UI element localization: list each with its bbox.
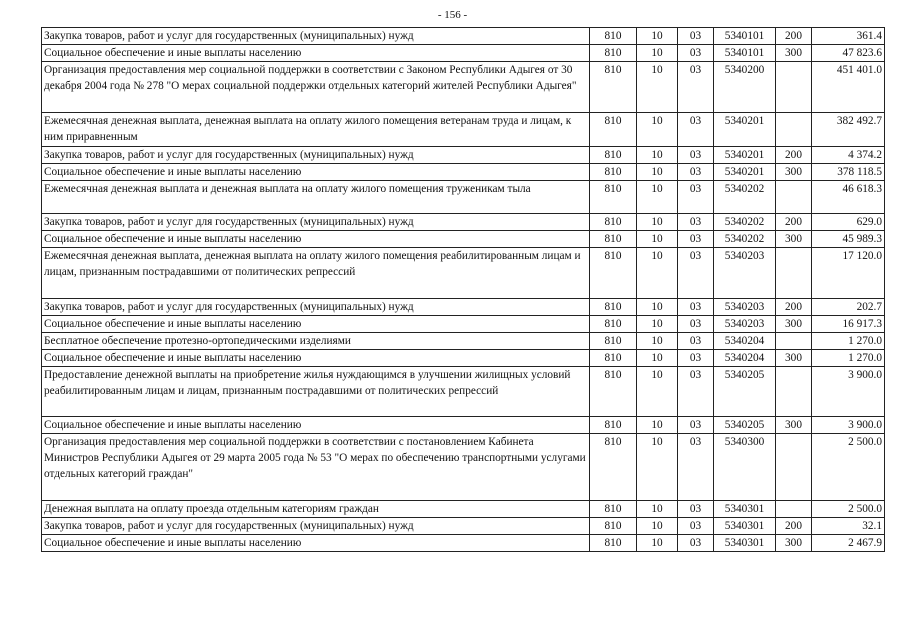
subsection-code-cell: 03 <box>678 248 714 299</box>
target-article-cell: 5340301 <box>714 518 776 535</box>
target-article-cell: 5340201 <box>714 164 776 181</box>
row-name-cell: Ежемесячная денежная выплата, денежная выплата на оплату жилого помещения ветеранам труда и лицам, к ним приравненным <box>42 113 590 147</box>
subsection-code-cell: 03 <box>678 434 714 501</box>
target-article-cell: 5340203 <box>714 248 776 299</box>
table-row <box>42 62 885 113</box>
ved-code-cell: 810 <box>590 248 637 299</box>
section-code-cell: 10 <box>637 45 678 62</box>
expense-type-cell: 300 <box>776 316 812 333</box>
table-row <box>42 181 885 214</box>
target-article-cell: 5340205 <box>714 367 776 417</box>
amount-cell: 361.4 <box>812 28 885 45</box>
target-article-cell: 5340202 <box>714 214 776 231</box>
expense-type-cell: 300 <box>776 231 812 248</box>
section-code-cell: 10 <box>637 299 678 316</box>
amount-cell: 3 900.0 <box>812 417 885 434</box>
row-name-cell: Ежемесячная денежная выплата, денежная выплата на оплату жилого помещения реабилитированным лицам и лицам, признанным пострадавшими от политических репрессий <box>42 248 590 299</box>
section-code-cell: 10 <box>637 518 678 535</box>
expense-type-cell: 200 <box>776 299 812 316</box>
row-name-cell: Закупка товаров, работ и услуг для государственных (муниципальных) нужд <box>42 299 590 316</box>
subsection-code-cell: 03 <box>678 518 714 535</box>
row-name-cell: Социальное обеспечение и иные выплаты населению <box>42 164 590 181</box>
target-article-cell: 5340202 <box>714 231 776 248</box>
section-code-cell: 10 <box>637 333 678 350</box>
expense-type-cell: 300 <box>776 417 812 434</box>
subsection-code-cell: 03 <box>678 113 714 147</box>
subsection-code-cell: 03 <box>678 535 714 552</box>
ved-code-cell: 810 <box>590 231 637 248</box>
row-name-cell: Ежемесячная денежная выплата и денежная выплата на оплату жилого помещения труженикам тыла <box>42 181 590 214</box>
amount-cell: 2 500.0 <box>812 434 885 501</box>
section-code-cell: 10 <box>637 28 678 45</box>
amount-cell: 378 118.5 <box>812 164 885 181</box>
row-name-cell: Денежная выплата на оплату проезда отдельным категориям граждан <box>42 501 590 518</box>
row-name-cell: Закупка товаров, работ и услуг для государственных (муниципальных) нужд <box>42 28 590 45</box>
table-row <box>42 28 885 45</box>
ved-code-cell: 810 <box>590 62 637 113</box>
amount-cell: 3 900.0 <box>812 367 885 417</box>
table-row <box>42 231 885 248</box>
target-article-cell: 5340203 <box>714 299 776 316</box>
amount-cell: 451 401.0 <box>812 62 885 113</box>
budget-table <box>41 27 885 552</box>
expense-type-cell: 200 <box>776 28 812 45</box>
section-code-cell: 10 <box>637 417 678 434</box>
expense-type-cell: 300 <box>776 350 812 367</box>
row-name-cell: Социальное обеспечение и иные выплаты населению <box>42 350 590 367</box>
row-name-cell: Закупка товаров, работ и услуг для государственных (муниципальных) нужд <box>42 518 590 535</box>
expense-type-cell: 300 <box>776 45 812 62</box>
target-article-cell: 5340201 <box>714 113 776 147</box>
target-article-cell: 5340301 <box>714 501 776 518</box>
page-number: - 156 - <box>437 9 468 21</box>
amount-cell: 629.0 <box>812 214 885 231</box>
section-code-cell: 10 <box>637 367 678 417</box>
ved-code-cell: 810 <box>590 367 637 417</box>
ved-code-cell: 810 <box>590 316 637 333</box>
table-row <box>42 434 885 501</box>
subsection-code-cell: 03 <box>678 299 714 316</box>
target-article-cell: 5340204 <box>714 350 776 367</box>
ved-code-cell: 810 <box>590 181 637 214</box>
table-row <box>42 501 885 518</box>
row-name-cell: Социальное обеспечение и иные выплаты населению <box>42 231 590 248</box>
ved-code-cell: 810 <box>590 333 637 350</box>
amount-cell: 17 120.0 <box>812 248 885 299</box>
row-name-cell: Социальное обеспечение и иные выплаты населению <box>42 316 590 333</box>
subsection-code-cell: 03 <box>678 316 714 333</box>
target-article-cell: 5340200 <box>714 62 776 113</box>
row-name-cell: Социальное обеспечение и иные выплаты населению <box>42 417 590 434</box>
section-code-cell: 10 <box>637 434 678 501</box>
section-code-cell: 10 <box>637 62 678 113</box>
row-name-cell: Организация предоставления мер социальной поддержки в соответствии с постановлением Кабинета Министров Республики Адыгея от 29 марта 2005 года № 53 "О мерах по обеспечению транспортными услугами отдельных категорий граждан" <box>42 434 590 501</box>
target-article-cell: 5340101 <box>714 45 776 62</box>
subsection-code-cell: 03 <box>678 28 714 45</box>
table-row <box>42 316 885 333</box>
row-name-cell: Закупка товаров, работ и услуг для государственных (муниципальных) нужд <box>42 147 590 164</box>
target-article-cell: 5340203 <box>714 316 776 333</box>
expense-type-cell: 200 <box>776 147 812 164</box>
table-row <box>42 518 885 535</box>
table-row <box>42 299 885 316</box>
subsection-code-cell: 03 <box>678 62 714 113</box>
expense-type-cell <box>776 62 812 113</box>
section-code-cell: 10 <box>637 350 678 367</box>
section-code-cell: 10 <box>637 248 678 299</box>
table-row <box>42 45 885 62</box>
expense-type-cell <box>776 248 812 299</box>
subsection-code-cell: 03 <box>678 501 714 518</box>
target-article-cell: 5340201 <box>714 147 776 164</box>
row-name-cell: Предоставление денежной выплаты на приобретение жилья нуждающимся в улучшении жилищных условий реабилитированным лицам и лицам, признанным пострадавшими от политических репрессий <box>42 367 590 417</box>
amount-cell: 382 492.7 <box>812 113 885 147</box>
table-row <box>42 248 885 299</box>
row-name-cell: Социальное обеспечение и иные выплаты населению <box>42 45 590 62</box>
target-article-cell: 5340300 <box>714 434 776 501</box>
expense-type-cell <box>776 501 812 518</box>
section-code-cell: 10 <box>637 164 678 181</box>
section-code-cell: 10 <box>637 214 678 231</box>
section-code-cell: 10 <box>637 181 678 214</box>
table-row <box>42 367 885 417</box>
ved-code-cell: 810 <box>590 45 637 62</box>
subsection-code-cell: 03 <box>678 231 714 248</box>
ved-code-cell: 810 <box>590 214 637 231</box>
target-article-cell: 5340202 <box>714 181 776 214</box>
table-row <box>42 535 885 552</box>
expense-type-cell <box>776 333 812 350</box>
amount-cell: 46 618.3 <box>812 181 885 214</box>
ved-code-cell: 810 <box>590 299 637 316</box>
subsection-code-cell: 03 <box>678 333 714 350</box>
amount-cell: 4 374.2 <box>812 147 885 164</box>
table-row <box>42 350 885 367</box>
subsection-code-cell: 03 <box>678 147 714 164</box>
expense-type-cell <box>776 113 812 147</box>
ved-code-cell: 810 <box>590 417 637 434</box>
ved-code-cell: 810 <box>590 28 637 45</box>
section-code-cell: 10 <box>637 316 678 333</box>
ved-code-cell: 810 <box>590 535 637 552</box>
section-code-cell: 10 <box>637 501 678 518</box>
target-article-cell: 5340101 <box>714 28 776 45</box>
ved-code-cell: 810 <box>590 434 637 501</box>
amount-cell: 45 989.3 <box>812 231 885 248</box>
table-row <box>42 147 885 164</box>
subsection-code-cell: 03 <box>678 367 714 417</box>
ved-code-cell: 810 <box>590 518 637 535</box>
amount-cell: 1 270.0 <box>812 350 885 367</box>
table-row <box>42 113 885 147</box>
amount-cell: 1 270.0 <box>812 333 885 350</box>
section-code-cell: 10 <box>637 147 678 164</box>
subsection-code-cell: 03 <box>678 417 714 434</box>
table-row <box>42 417 885 434</box>
expense-type-cell: 200 <box>776 518 812 535</box>
subsection-code-cell: 03 <box>678 350 714 367</box>
row-name-cell: Бесплатное обеспечение протезно-ортопедическими изделиями <box>42 333 590 350</box>
subsection-code-cell: 03 <box>678 214 714 231</box>
subsection-code-cell: 03 <box>678 181 714 214</box>
table-body <box>42 28 885 552</box>
ved-code-cell: 810 <box>590 113 637 147</box>
amount-cell: 47 823.6 <box>812 45 885 62</box>
section-code-cell: 10 <box>637 231 678 248</box>
subsection-code-cell: 03 <box>678 164 714 181</box>
expense-type-cell <box>776 181 812 214</box>
ved-code-cell: 810 <box>590 350 637 367</box>
target-article-cell: 5340204 <box>714 333 776 350</box>
row-name-cell: Закупка товаров, работ и услуг для государственных (муниципальных) нужд <box>42 214 590 231</box>
amount-cell: 16 917.3 <box>812 316 885 333</box>
target-article-cell: 5340301 <box>714 535 776 552</box>
expense-type-cell <box>776 434 812 501</box>
expense-type-cell: 300 <box>776 164 812 181</box>
row-name-cell: Организация предоставления мер социальной поддержки в соответствии с Законом Республики Адыгея от 30 декабря 2004 года № 278 "О мерах социальной поддержки отдельных категорий жителей Республики Адыгея" <box>42 62 590 113</box>
table-row <box>42 164 885 181</box>
amount-cell: 2 467.9 <box>812 535 885 552</box>
ved-code-cell: 810 <box>590 501 637 518</box>
ved-code-cell: 810 <box>590 147 637 164</box>
ved-code-cell: 810 <box>590 164 637 181</box>
table-row <box>42 214 885 231</box>
expense-type-cell <box>776 367 812 417</box>
target-article-cell: 5340205 <box>714 417 776 434</box>
row-name-cell: Социальное обеспечение и иные выплаты населению <box>42 535 590 552</box>
section-code-cell: 10 <box>637 113 678 147</box>
subsection-code-cell: 03 <box>678 45 714 62</box>
amount-cell: 32.1 <box>812 518 885 535</box>
expense-type-cell: 200 <box>776 214 812 231</box>
section-code-cell: 10 <box>637 535 678 552</box>
amount-cell: 202.7 <box>812 299 885 316</box>
table-row <box>42 333 885 350</box>
expense-type-cell: 300 <box>776 535 812 552</box>
amount-cell: 2 500.0 <box>812 501 885 518</box>
